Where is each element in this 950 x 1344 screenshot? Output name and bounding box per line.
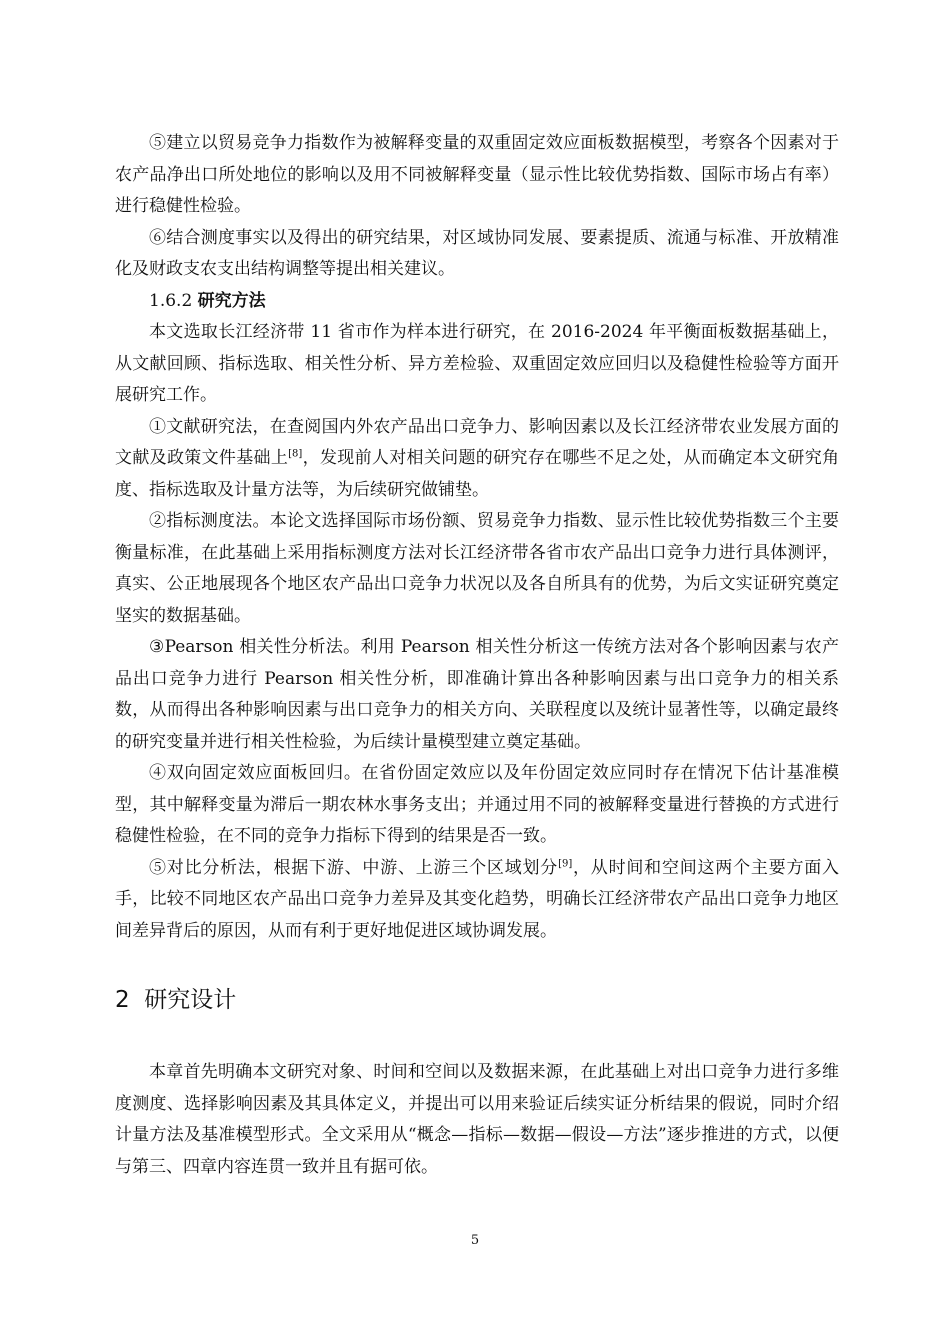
paragraph-research-content-6: ⑥结合测度事实以及得出的研究结果，对区域协同发展、要素提质、流通与标准、开放精准化及财政支农支出结构调整等提出相关建议。 bbox=[115, 227, 839, 279]
method-1-text: ①文献研究法，在查阅国内外农产品出口竞争力、影响因素以及长江经济带农业发展方面的文献及政策文件基础上 bbox=[115, 416, 839, 468]
paragraph-methods-intro: 本文选取长江经济带 11 省市作为样本进行研究，在 2016-2024 年平衡面板数据基础上，从文献回顾、指标选取、相关性分析、异方差检验、双重固定效应回归以及稳健性检验等方面开展研究工作。 bbox=[115, 322, 839, 405]
subsection-heading bbox=[115, 286, 839, 318]
paragraph-research-content-5: ⑤建立以贸易竞争力指数作为被解释变量的双重固定效应面板数据模型，考察各个因素对于农产品净出口所处地位的影响以及用不同被解释变量（显示性比较优势指数、国际市场占有率）进行稳健性检验。 bbox=[115, 133, 839, 216]
paragraph-method-2: ②指标测度法。本论文选择国际市场份额、贸易竞争力指数、显示性比较优势指数三个主要衡量标准，在此基础上采用指标测度方法对长江经济带各省市农产品出口竞争力进行具体测评，真实、公正地展现各个地区农产品出口竞争力状况以及各自所具有的优势，为后文实证研究奠定坚实的数据基础。 bbox=[115, 511, 839, 626]
paragraph-chapter-intro: 本章首先明确本文研究对象、时间和空间以及数据来源，在此基础上对出口竞争力进行多维度测度、选择影响因素及其具体定义，并提出可以用来验证后续实证分析结果的假说，同时介绍计量方法及基准模型形式。全文采用从“概念—指标—数据—假设—方法”逐步推进的方式，以便与第三、四章内容连贯一致并且有据可依。 bbox=[115, 1062, 839, 1177]
chapter-heading bbox=[115, 985, 839, 1015]
paragraph-method-5 bbox=[115, 853, 839, 948]
citation-ref: [9] bbox=[558, 857, 573, 869]
page-number: 5 bbox=[470, 1233, 480, 1248]
chapter-number: 2 bbox=[115, 987, 130, 1013]
citation-ref: [8] bbox=[288, 448, 303, 460]
subsection-title: 研究方法 bbox=[197, 290, 266, 311]
paragraph-method-3: ③Pearson 相关性分析法。利用 Pearson 相关性分析这一传统方法对各个影响因素与农产品出口竞争力进行 Pearson 相关性分析，即准确计算出各种影响因素与出口竞争力的相关系数，从而得出各种影响因素与出口竞争力的相关方向、关联程度以及统计显著性等，以确定最终的研究变量并进行相关性检验，为后续计量模型建立奠定基础。 bbox=[115, 637, 839, 752]
method-5-text-cont: ，从时间和空间这两个主要方面入手，比较不同地区农产品出口竞争力差异及其变化趋势，明确长江经济带农产品出口竞争力地区间差异背后的原因，从而有利于更好地促进区域协调发展。 bbox=[115, 857, 840, 941]
page-body bbox=[115, 128, 839, 1183]
subsection-number: 1.6.2 bbox=[149, 290, 193, 311]
method-5-text: ⑤对比分析法，根据下游、中游、上游三个区域划分 bbox=[149, 857, 559, 878]
method-1-text-cont: ，发现前人对相关问题的研究存在哪些不足之处，从而确定本文研究角度、指标选取及计量方法等，为后续研究做铺垫。 bbox=[115, 448, 840, 500]
paragraph-method-4: ④双向固定效应面板回归。在省份固定效应以及年份固定效应同时存在情况下估计基准模型，其中解释变量为滞后一期农林水事务支出；并通过用不同的被解释变量进行替换的方式进行稳健性检验，在不同的竞争力指标下得到的结果是否一致。 bbox=[115, 763, 839, 846]
paragraph-method-1 bbox=[115, 412, 839, 507]
chapter-title: 研究设计 bbox=[144, 987, 237, 1013]
